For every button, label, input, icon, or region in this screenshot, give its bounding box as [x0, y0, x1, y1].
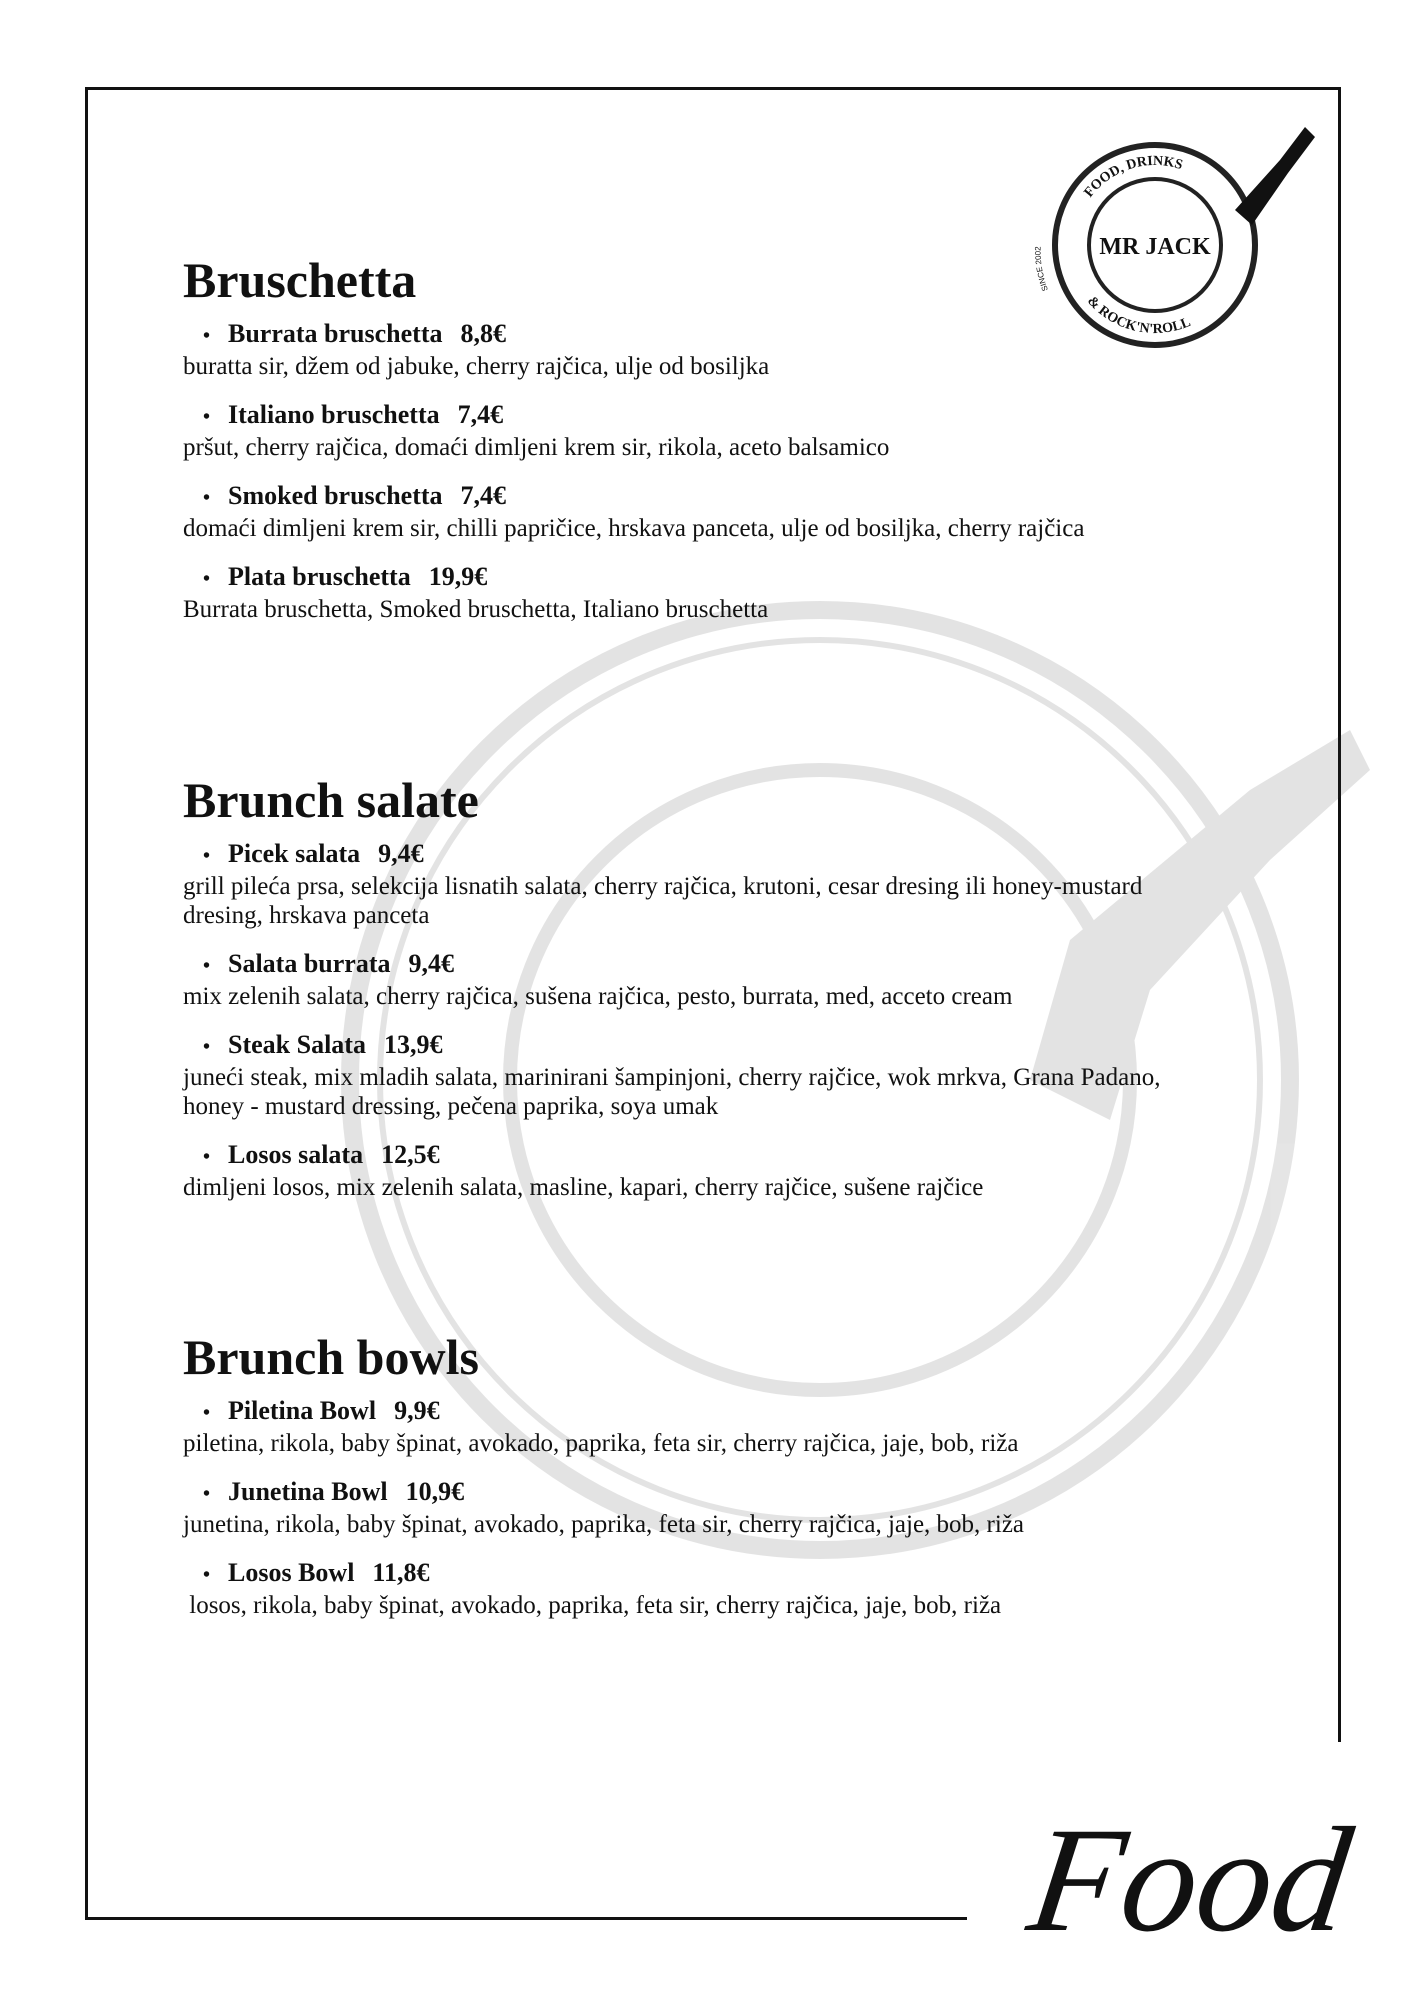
item-price: 9,9€ [394, 1396, 440, 1425]
bullet-icon: • [203, 1402, 211, 1425]
bullet-icon: • [203, 406, 211, 429]
item-price: 9,4€ [378, 839, 424, 868]
item-price: 13,9€ [383, 1030, 443, 1060]
menu-item [183, 480, 1213, 543]
bullet-icon: • [203, 1483, 211, 1506]
bullet-icon: • [203, 568, 211, 591]
item-price: 19,9€ [428, 562, 488, 592]
item-description: losos, rikola, baby špinat, avokado, paprika, feta sir, cherry rajčica, jaje, bob, riža [183, 1592, 1002, 1620]
section-title: Brunch bowls [183, 1329, 479, 1385]
item-description: dimljeni losos, mix zelenih salata, masline, kapari, cherry rajčice, sušene rajčice [183, 1174, 984, 1202]
item-description: Burrata bruschetta, Smoked bruschetta, Italiano bruschetta [183, 596, 769, 624]
item-description: mix zelenih salata, cherry rajčica, sušena rajčica, pesto, burrata, med, acceto cream [183, 983, 1013, 1011]
item-description: pršut, cherry rajčica, domaći dimljeni krem sir, rikola, aceto balsamico [183, 434, 890, 462]
item-description: buratta sir, džem od jabuke, cherry rajčica, ulje od bosiljka [183, 353, 770, 381]
item-name: Smoked bruschetta [228, 481, 443, 511]
menu-item [183, 318, 1213, 381]
item-name: Salata burrata [228, 949, 391, 979]
svg-text:FOOD, DRINKS: FOOD, DRINKS [1081, 153, 1185, 201]
menu-item [183, 1395, 1213, 1458]
menu-item [183, 838, 1213, 930]
item-price: 10,9€ [405, 1477, 465, 1507]
item-price: 7,4€ [460, 481, 507, 511]
menu-item [183, 948, 1213, 1011]
bullet-icon: • [203, 955, 211, 978]
svg-text:& ROCK'N'ROLL: & ROCK'N'ROLL [1084, 293, 1193, 338]
svg-text:Food: Food [1020, 1796, 1361, 1963]
bullet-icon: • [203, 845, 211, 868]
item-description: juneći steak, mix mladih salata, marinirani šampinjoni, cherry rajčice, wok mrkva, Grana Padano, honey - mustard dressing, pečena paprika, soya umak [183, 1064, 1161, 1121]
bullet-icon: • [203, 487, 211, 510]
item-description: domaći dimljeni krem sir, chilli papričice, hrskava panceta, ulje od bosiljka, cherry rajčica [183, 515, 1085, 543]
item-name: Burrata bruschetta [228, 319, 443, 348]
item-price: 9,4€ [408, 949, 454, 979]
svg-text:MR JACK: MR JACK [1099, 234, 1211, 260]
menu-item [183, 1476, 1213, 1539]
menu-item [183, 399, 1213, 462]
bullet-icon: • [203, 325, 211, 348]
menu-item [183, 1029, 1213, 1121]
item-name: Losos salata [228, 1140, 364, 1170]
section-bruschetta [183, 250, 1213, 642]
item-description: grill pileća prsa, selekcija lisnatih salata, cherry rajčica, krutoni, cesar dresing ili honey-mustard dresing, hrskava panceta [183, 873, 1143, 930]
menu-item [183, 561, 1213, 624]
section-title: Brunch salate [183, 772, 479, 828]
section-brunch-salate [183, 770, 1213, 1220]
item-name: Italiano bruschetta [228, 400, 440, 430]
item-name: Steak Salata [228, 1030, 366, 1060]
item-price: 8,8€ [460, 319, 506, 348]
item-name: Junetina Bowl [228, 1477, 388, 1507]
svg-text:SINCE 2002: SINCE 2002 [1033, 246, 1050, 293]
item-price: 11,8€ [372, 1558, 430, 1588]
item-name: Piletina Bowl [228, 1396, 377, 1425]
frame-border-bottom [85, 1917, 967, 1920]
food-script-label [1020, 1750, 1361, 1970]
frame-border-top [85, 87, 1341, 90]
item-description: piletina, rikola, baby špinat, avokado, paprika, feta sir, cherry rajčica, jaje, bob, riža [183, 1430, 1019, 1458]
item-name: Losos Bowl [228, 1558, 355, 1588]
menu-item [183, 1557, 1213, 1620]
item-price: 7,4€ [457, 400, 504, 430]
bullet-icon: • [203, 1564, 211, 1587]
bullet-icon: • [203, 1036, 211, 1059]
section-title: Bruschetta [183, 252, 417, 308]
menu-item [183, 1139, 1213, 1202]
item-description: junetina, rikola, baby špinat, avokado, paprika, feta sir, cherry rajčica, jaje, bob, riža [183, 1511, 1025, 1539]
frame-border-left [85, 87, 88, 1920]
item-name: Plata bruschetta [228, 562, 411, 592]
bullet-icon: • [203, 1146, 211, 1169]
section-brunch-bowls [183, 1327, 1213, 1638]
item-name: Picek salata [228, 839, 361, 868]
item-price: 12,5€ [381, 1140, 440, 1170]
